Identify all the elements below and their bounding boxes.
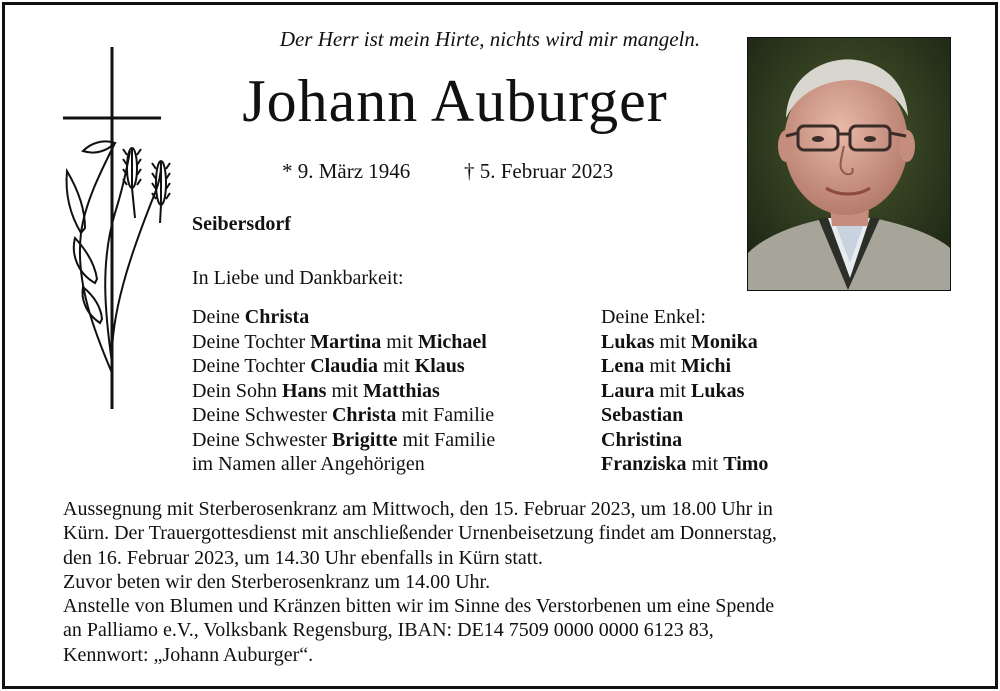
- mourner-name: Christa: [331, 404, 397, 426]
- portrait-icon: [748, 38, 950, 290]
- mourner-name: Michael: [417, 330, 487, 353]
- cross-with-wheat-icon: [55, 43, 175, 413]
- mourner-name: Sebastian: [601, 404, 684, 426]
- funeral-notice: [63, 497, 963, 667]
- family-line: [192, 428, 495, 453]
- notice-line: Zuvor beten wir den Sterberosenkranz um 14.00 Uhr.: [63, 570, 491, 593]
- mourner-name: Timo: [723, 453, 769, 475]
- mourner-relation: mit: [654, 379, 692, 402]
- mourner-name: Franziska: [601, 453, 687, 475]
- obituary-card: [2, 2, 998, 689]
- notice-line: an Palliamo e.V., Volksbank Regensburg, IBAN: DE14 7509 0000 0000 6123 83,: [63, 619, 714, 642]
- mourner-name: Monika: [691, 330, 758, 353]
- mourner-name: Lena: [601, 355, 645, 377]
- grandchild-line: [601, 305, 768, 330]
- mourners-intro: In Liebe und Dankbarkeit:: [192, 267, 404, 289]
- notice-line: den 16. Februar 2023, um 14.30 Uhr ebenfalls in Kürn statt.: [63, 546, 543, 569]
- deceased-name: Johann Auburger: [242, 68, 668, 134]
- mourner-name: Matthias: [363, 379, 440, 402]
- grandchild-line: [601, 428, 768, 453]
- mourner-relation: Deine Schwester: [192, 428, 332, 451]
- mourner-name: Claudia: [310, 355, 378, 377]
- grandchild-line: [601, 403, 768, 428]
- mourner-relation: Deine Enkel:: [601, 306, 706, 328]
- mourner-relation: mit: [654, 330, 692, 353]
- mourner-relation: mit Familie: [396, 404, 495, 426]
- mourner-name: Laura: [601, 379, 655, 402]
- notice-line: Anstelle von Blumen und Kränzen bitten wir im Sinne des Verstorbenen um eine Spende: [63, 595, 775, 618]
- mourner-relation: mit: [381, 330, 418, 353]
- motto: Der Herr ist mein Hirte, nichts wird mir mangeln.: [279, 27, 701, 51]
- mourner-relation: Deine: [192, 306, 245, 328]
- birth-date: * 9. März 1946: [282, 159, 411, 183]
- mourner-name: Klaus: [414, 355, 465, 377]
- mourner-relation: mit Familie: [397, 428, 496, 451]
- portrait-photo: [747, 37, 951, 291]
- mourner-relation: mit: [644, 355, 682, 377]
- grandchild-line: [601, 354, 768, 379]
- family-line: [192, 354, 495, 379]
- mourner-name: Lukas: [691, 379, 745, 402]
- mourner-name: Christina: [601, 428, 683, 451]
- grandchild-line: [601, 379, 768, 404]
- notice-line: Kennwort: „Johann Auburger“.: [63, 643, 314, 666]
- mourner-name: Martina: [310, 330, 382, 353]
- mourner-relation: Deine Tochter: [192, 355, 311, 377]
- family-line: [192, 403, 495, 428]
- mourner-name: Hans: [282, 379, 327, 402]
- mourner-relation: mit: [326, 379, 364, 402]
- place: Seibersdorf: [192, 213, 291, 235]
- family-line: [192, 305, 495, 330]
- mourner-name: Lukas: [601, 330, 655, 353]
- notice-line: Aussegnung mit Sterberosenkranz am Mittwoch, den 15. Februar 2023, um 18.00 Uhr in: [63, 498, 773, 520]
- mourner-name: Christa: [244, 306, 310, 328]
- mourner-relation: Deine Schwester: [192, 404, 332, 426]
- family-line: [192, 452, 495, 477]
- family-line: [192, 379, 495, 404]
- notice-line: Kürn. Der Trauergottesdienst mit anschließender Urnenbeisetzung findet am Donnerstag,: [63, 522, 777, 545]
- mourner-relation: mit: [686, 453, 724, 475]
- grandchild-line: [601, 452, 768, 477]
- mourner-relation: im Namen aller Angehörigen: [192, 453, 425, 475]
- family-line: [192, 330, 495, 355]
- mourners-family-list: [192, 305, 495, 477]
- death-date: † 5. Februar 2023: [464, 159, 614, 183]
- mourners-grandchildren-list: [601, 305, 768, 477]
- mourner-relation: Dein Sohn: [192, 379, 282, 402]
- mourner-name: Michi: [681, 355, 732, 377]
- mourner-relation: Deine Tochter: [192, 330, 311, 353]
- grandchild-line: [601, 330, 768, 355]
- mourner-relation: mit: [378, 355, 415, 377]
- mourner-name: Brigitte: [331, 428, 398, 451]
